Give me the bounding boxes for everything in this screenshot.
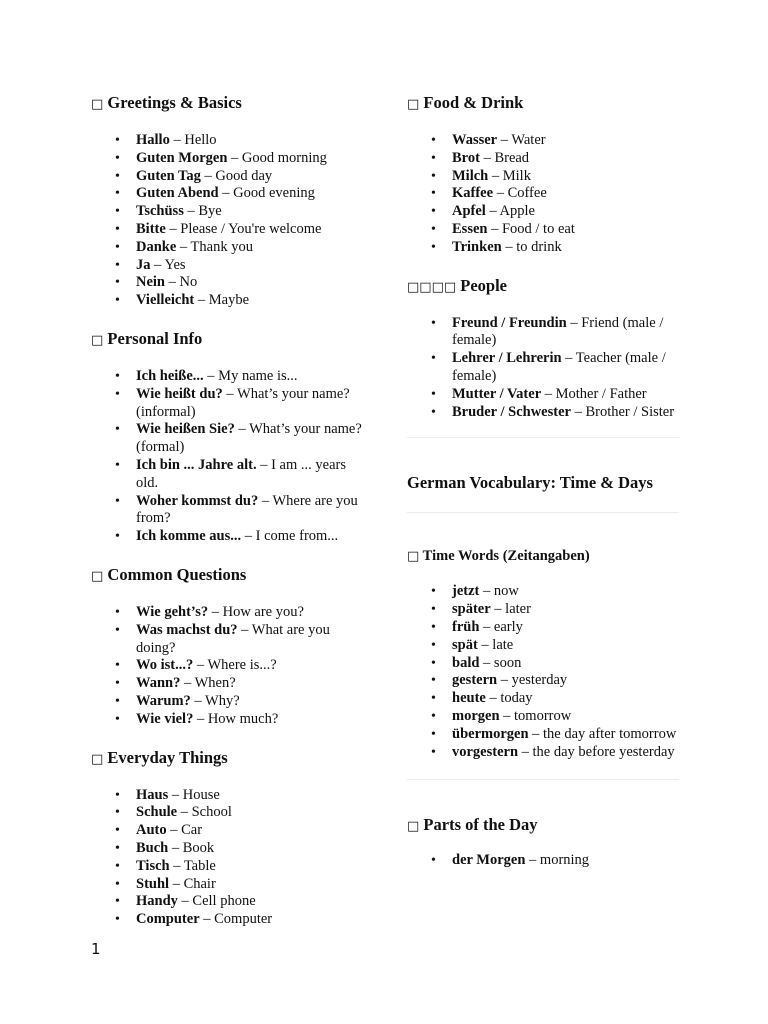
divider bbox=[407, 512, 679, 513]
list-item: • früh – early bbox=[452, 619, 679, 637]
list-item: • Haus – House bbox=[136, 787, 363, 805]
list-item: • Vielleicht – Maybe bbox=[136, 292, 363, 310]
list-item: • Danke – Thank you bbox=[136, 239, 363, 257]
personal-info-list bbox=[91, 368, 363, 546]
list-item: • Wie heißt du? – What’s your name? (informal) bbox=[136, 386, 363, 422]
list-item: • Auto – Car bbox=[136, 822, 363, 840]
section-heading-people: □□□□ People bbox=[407, 275, 508, 295]
list-item: • vorgestern – the day before yesterday bbox=[452, 744, 679, 762]
list-item: • Ja – Yes bbox=[136, 257, 363, 275]
list-item: • Hallo – Hello bbox=[136, 132, 363, 150]
list-item: • heute – today bbox=[452, 690, 679, 708]
list-item: • Tschüss – Bye bbox=[136, 203, 363, 221]
list-item: • Handy – Cell phone bbox=[136, 893, 363, 911]
list-item: • jetzt – now bbox=[452, 583, 679, 601]
list-item: • Brot – Bread bbox=[452, 150, 679, 168]
list-item: • später – later bbox=[452, 601, 679, 619]
list-item: • morgen – tomorrow bbox=[452, 708, 679, 726]
list-item: • gestern – yesterday bbox=[452, 672, 679, 690]
section-heading-personal-info: □ Personal Info bbox=[91, 328, 203, 348]
section-heading-time-words: □ Time Words (Zeitangaben) bbox=[407, 548, 590, 565]
list-item: • Wann? – When? bbox=[136, 675, 363, 693]
list-item: • Wie geht’s? – How are you? bbox=[136, 604, 363, 622]
list-item: • bald – soon bbox=[452, 655, 679, 673]
list-item: • Was machst du? – What are you doing? bbox=[136, 622, 363, 658]
list-item: • Bitte – Please / You're welcome bbox=[136, 221, 363, 239]
list-item: • übermorgen – the day after tomorrow bbox=[452, 726, 679, 744]
section-heading-everyday-things: □ Everyday Things bbox=[91, 747, 228, 767]
page-number: 1 bbox=[91, 940, 101, 958]
list-item: • Essen – Food / to eat bbox=[452, 221, 679, 239]
personal-info-icon: □ bbox=[91, 332, 104, 348]
list-item: • Wo ist...? – Where is...? bbox=[136, 657, 363, 675]
list-item: • Mutter / Vater – Mother / Father bbox=[452, 386, 679, 404]
list-item: • Kaffee – Coffee bbox=[452, 185, 679, 203]
list-item: • Woher kommst du? – Where are you from? bbox=[136, 493, 363, 529]
food-icon: □ bbox=[407, 97, 420, 112]
everyday-icon: □ bbox=[91, 751, 104, 767]
time-icon: □ bbox=[407, 549, 420, 565]
food-drink-list bbox=[407, 132, 679, 257]
parts-of-day-icon: □ bbox=[407, 819, 420, 835]
list-item: • Guten Abend – Good evening bbox=[136, 185, 363, 203]
divider bbox=[407, 437, 679, 438]
list-item: • Ich heiße... – My name is... bbox=[136, 368, 363, 386]
list-item: • Warum? – Why? bbox=[136, 693, 363, 711]
section-heading-food-drink: □ Food & Drink bbox=[407, 93, 524, 112]
list-item: • Computer – Computer bbox=[136, 911, 363, 929]
list-item: • Ich komme aus... – I come from... bbox=[136, 528, 363, 546]
list-item: • Tisch – Table bbox=[136, 858, 363, 876]
list-item: • Wasser – Water bbox=[452, 132, 679, 150]
section-heading-common-questions: □ Common Questions bbox=[91, 564, 247, 584]
section-heading-greetings: □ Greetings & Basics bbox=[91, 93, 242, 112]
list-item: • der Morgen – morning bbox=[452, 852, 679, 870]
questions-icon: □ bbox=[91, 568, 104, 584]
people-icon: □□□□ bbox=[407, 279, 457, 295]
list-item: • Guten Tag – Good day bbox=[136, 168, 363, 186]
right-column bbox=[407, 92, 679, 888]
vocabulary-title: German Vocabulary: Time & Days bbox=[407, 473, 653, 493]
list-item: • Buch – Book bbox=[136, 840, 363, 858]
list-item: • Freund / Freundin – Friend (male / female) bbox=[452, 315, 679, 351]
people-list bbox=[407, 315, 679, 422]
everyday-things-list bbox=[91, 787, 363, 929]
list-item: • Ich bin ... Jahre alt. – I am ... years old. bbox=[136, 457, 363, 493]
list-item: • Nein – No bbox=[136, 274, 363, 292]
greetings-list bbox=[91, 132, 363, 310]
list-item: • Lehrer / Lehrerin – Teacher (male / female) bbox=[452, 350, 679, 386]
divider bbox=[407, 779, 679, 780]
list-item: • Milch – Milk bbox=[452, 168, 679, 186]
parts-of-day-list bbox=[407, 852, 679, 870]
section-heading-parts-of-day: □ Parts of the Day bbox=[407, 815, 538, 835]
list-item: • Wie heißen Sie? – What’s your name? (formal) bbox=[136, 421, 363, 457]
list-item: • Apfel – Apple bbox=[452, 203, 679, 221]
list-item: • Wie viel? – How much? bbox=[136, 711, 363, 729]
list-item: • Guten Morgen – Good morning bbox=[136, 150, 363, 168]
time-words-list bbox=[407, 583, 679, 761]
list-item: • Schule – School bbox=[136, 804, 363, 822]
greetings-icon: □ bbox=[91, 97, 104, 112]
common-questions-list bbox=[91, 604, 363, 729]
list-item: • spät – late bbox=[452, 637, 679, 655]
list-item: • Bruder / Schwester – Brother / Sister bbox=[452, 404, 679, 422]
list-item: • Trinken – to drink bbox=[452, 239, 679, 257]
left-column bbox=[91, 92, 363, 947]
list-item: • Stuhl – Chair bbox=[136, 876, 363, 894]
